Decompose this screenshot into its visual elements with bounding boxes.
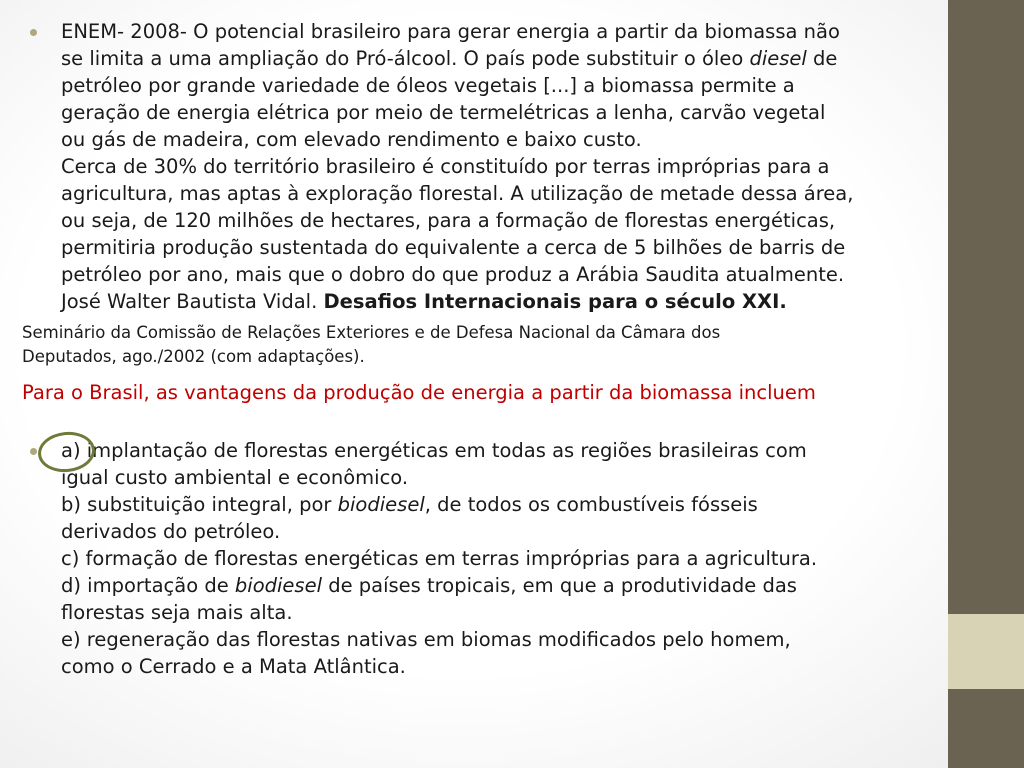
italic-term: diesel: [749, 47, 807, 70]
passage-line: petróleo por grande variedade de óleos vegetais [...] a biomassa permite a: [61, 74, 795, 97]
source-line: Seminário da Comissão de Relações Exteriores e de Defesa Nacional da Câmara dos: [22, 323, 721, 342]
passage-line: Cerca de 30% do território brasileiro é constituído por terras impróprias para a: [61, 155, 830, 178]
passage-attribution: José Walter Bautista Vidal. Desafios Internacionais para o século XXI.: [61, 290, 787, 313]
italic-term: biodiesel: [234, 574, 322, 597]
passage-line: permitiria produção sustentada do equivalente a cerca de 5 bilhões de barris de: [61, 236, 846, 259]
bullet-dot-icon: [30, 29, 37, 36]
option-line: como o Cerrado e a Mata Atlântica.: [61, 655, 406, 678]
passage-line: geração de energia elétrica por meio de termelétricas a lenha, carvão vegetal: [61, 101, 826, 124]
option-line: b) substituição integral, por biodiesel, de todos os combustíveis fósseis: [61, 493, 758, 516]
passage-line: se limita a uma ampliação do Pró-álcool. O país pode substituir o óleo diesel de: [61, 47, 838, 70]
option-line: a) implantação de florestas energéticas em todas as regiões brasileiras com: [61, 439, 807, 462]
passage-bullet: [22, 18, 978, 315]
passage-line: agricultura, mas aptas à exploração florestal. A utilização de metade dessa área,: [61, 182, 854, 205]
source-citation: [22, 321, 978, 369]
passage-line: petróleo por ano, mais que o dobro do que produz a Arábia Saudita atualmente.: [61, 263, 845, 286]
option-line: florestas seja mais alta.: [61, 601, 293, 624]
option-line: derivados do petróleo.: [61, 520, 281, 543]
options-bullet: [22, 437, 978, 680]
source-line: Deputados, ago./2002 (com adaptações).: [22, 347, 365, 366]
bullet-dot-icon: [30, 448, 37, 455]
slide-content: [22, 18, 978, 680]
option-line: c) formação de florestas energéticas em terras impróprias para a agricultura.: [61, 547, 818, 570]
option-line: d) importação de biodiesel de países tropicais, em que a produtividade das: [61, 574, 797, 597]
option-line: igual custo ambiental e econômico.: [61, 466, 409, 489]
passage-line: ou gás de madeira, com elevado rendimento e baixo custo.: [61, 128, 642, 151]
passage-line: ENEM- 2008- O potencial brasileiro para gerar energia a partir da biomassa não: [61, 20, 840, 43]
option-line: e) regeneração das florestas nativas em biomas modificados pelo homem,: [61, 628, 791, 651]
passage-line: ou seja, de 120 milhões de hectares, para a formação de florestas energéticas,: [61, 209, 836, 232]
italic-term: biodiesel: [337, 493, 425, 516]
question-prompt: Para o Brasil, as vantagens da produção de energia a partir da biomassa incluem: [22, 381, 816, 404]
book-title: Desafios Internacionais para o século XXI.: [323, 290, 787, 313]
